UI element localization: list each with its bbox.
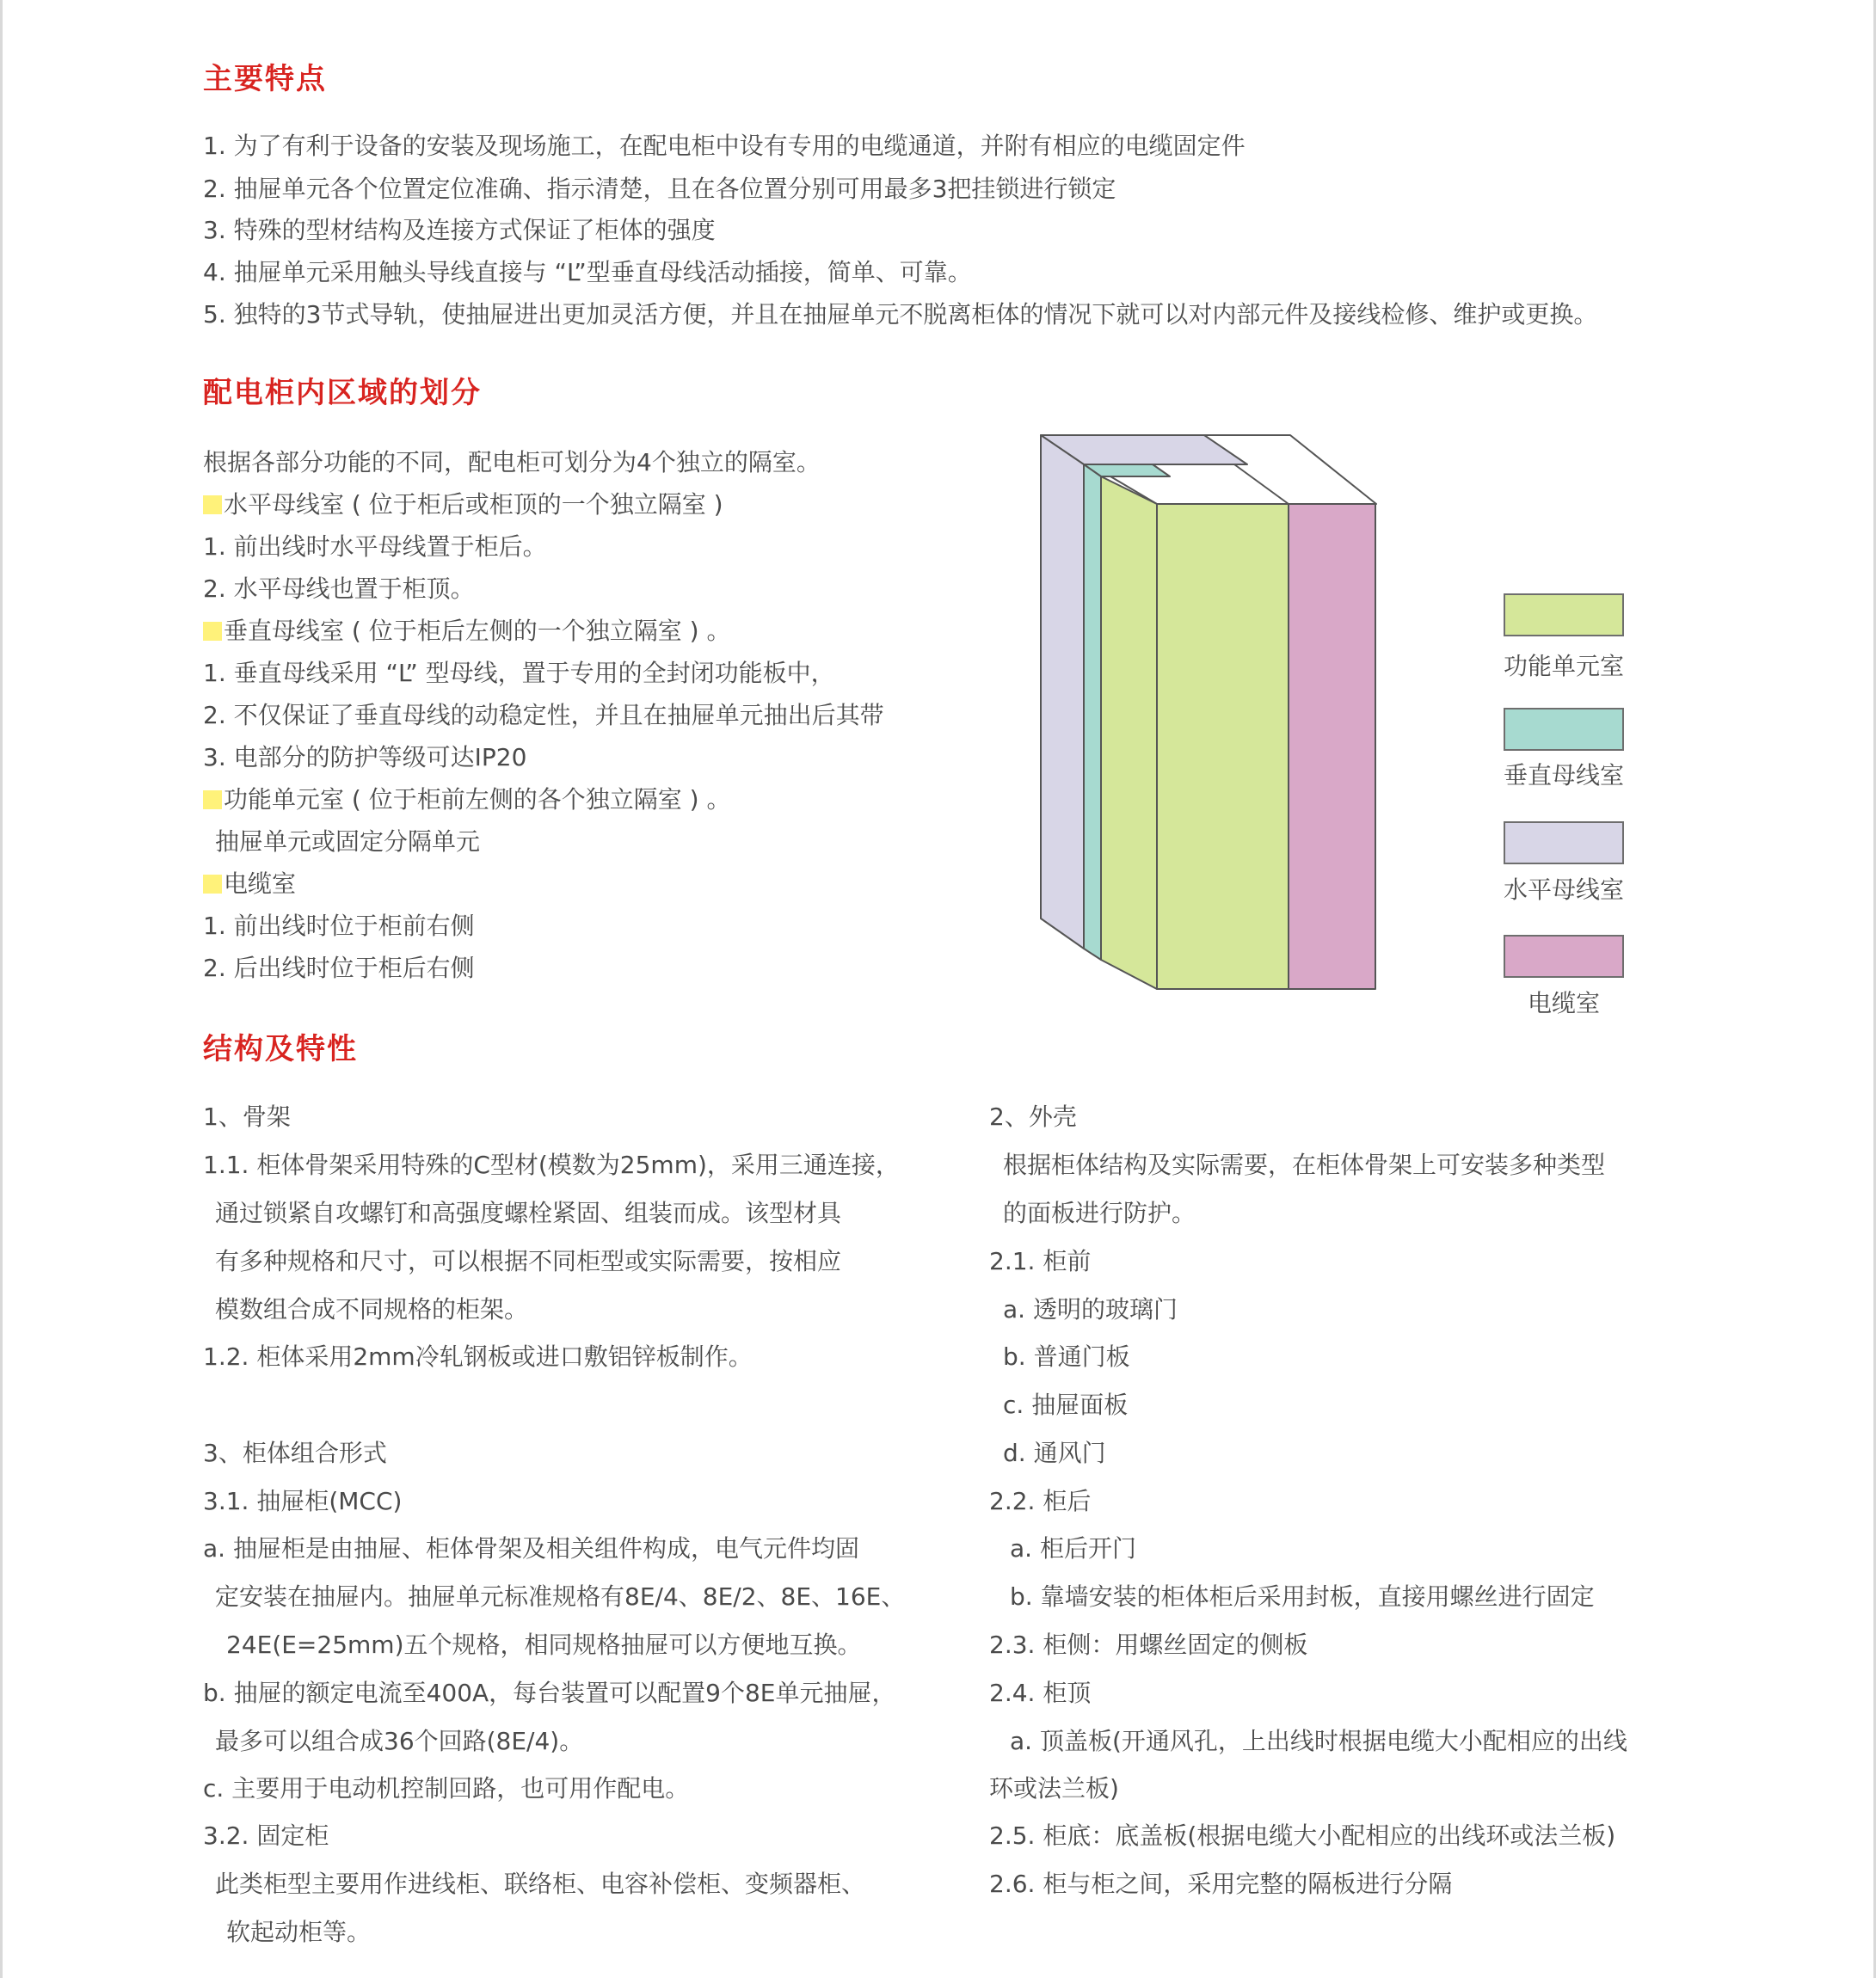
legend-label-vertical-busbar: 垂直母线室 — [1503, 761, 1624, 789]
structure-left-line: b. 抽屉的额定电流至400A，每台装置可以配置9个8E单元抽屉， — [203, 1679, 896, 1707]
structure-left-line: 定安装在抽屉内。抽屉单元标准规格有8E/4、8E/2、8E、16E、 — [215, 1582, 906, 1611]
structure-right-line: a. 透明的玻璃门 — [1003, 1295, 1178, 1324]
zones-heading-cable-room: 电缆室 — [203, 869, 296, 899]
structure-right-line: a. 柜后开门 — [1010, 1534, 1136, 1563]
zones-line: 1. 前出线时位于柜前右侧 — [203, 912, 475, 940]
page-border-left — [0, 0, 3, 1978]
structure-right-line: 2.3. 柜侧：用螺丝固定的侧板 — [989, 1631, 1308, 1659]
function-unit-room — [1157, 504, 1289, 989]
bullet-square-icon — [203, 495, 222, 514]
zones-line: 3. 电部分的防护等级可达IP20 — [203, 743, 527, 771]
legend-label-cable-room: 电缆室 — [1527, 989, 1600, 1017]
structure-left-line: 此类柜型主要用作进线柜、联络柜、电容补偿柜、变频器柜、 — [215, 1870, 866, 1898]
structure-right-line: c. 抽屉面板 — [1003, 1391, 1129, 1419]
legend-swatch-cable-room — [1504, 935, 1624, 978]
zones-line: 2. 不仅保证了垂直母线的动稳定性，并且在抽屉单元抽出后其带 — [203, 701, 884, 729]
section-title-features: 主要特点 — [203, 62, 327, 96]
feature-line-3: 3. 特殊的型材结构及连接方式保证了柜体的强度 — [203, 216, 716, 244]
function-unit-side — [1101, 476, 1157, 989]
structure-left-line: 1、骨架 — [203, 1103, 291, 1131]
feature-line-2: 2. 抽屉单元各个位置定位准确、指示清楚，且在各位置分别可用最多3把挂锁进行锁定 — [203, 175, 1116, 203]
structure-right-line: d. 通风门 — [1003, 1439, 1106, 1467]
zones-intro: 根据各部分功能的不同，配电柜可划分为4个独立的隔室。 — [203, 448, 821, 476]
zones-heading-function-unit: 功能单元室 ( 位于柜前左侧的各个独立隔室 ) 。 — [203, 785, 730, 814]
section-title-zones: 配电柜内区域的划分 — [203, 376, 482, 410]
cabinet-diagram — [1032, 428, 1385, 996]
structure-left-line: 3.2. 固定柜 — [203, 1821, 329, 1850]
structure-right-line: 2.4. 柜顶 — [989, 1679, 1092, 1707]
feature-line-1: 1. 为了有利于设备的安装及现场施工，在配电柜中设有专用的电缆通道，并附有相应的电缆固定件 — [203, 132, 1246, 160]
section-title-structure: 结构及特性 — [203, 1032, 358, 1066]
structure-right-line: 的面板进行防护。 — [1003, 1199, 1196, 1227]
legend-label-horizontal-busbar: 水平母线室 — [1503, 875, 1624, 904]
structure-left-line: 最多可以组合成36个回路(8E/4)。 — [215, 1727, 584, 1755]
zones-line: 1. 垂直母线采用 “L” 型母线，置于专用的全封闭功能板中， — [203, 659, 835, 687]
zones-line: 抽屉单元或固定分隔单元 — [215, 827, 481, 856]
legend-swatch-function-unit — [1504, 593, 1624, 636]
structure-right-line: 2.6. 柜与柜之间，采用完整的隔板进行分隔 — [989, 1870, 1453, 1898]
vertical-busbar-room — [1084, 464, 1101, 960]
structure-left-line: 3.1. 抽屉柜(MCC) — [203, 1487, 403, 1515]
structure-right-line: b. 靠墙安装的柜体柜后采用封板，直接用螺丝进行固定 — [1010, 1582, 1595, 1611]
zones-line: 2. 水平母线也置于柜顶。 — [203, 574, 475, 603]
zones-heading-vertical-busbar: 垂直母线室 ( 位于柜后左侧的一个独立隔室 ) 。 — [203, 617, 730, 646]
structure-left-line: 有多种规格和尺寸，可以根据不同柜型或实际需要，按相应 — [215, 1247, 842, 1275]
structure-right-line: b. 普通门板 — [1003, 1342, 1130, 1371]
structure-left-line: 模数组合成不同规格的柜架。 — [215, 1295, 529, 1324]
structure-right-line: 2、外壳 — [989, 1103, 1077, 1131]
legend-swatch-vertical-busbar — [1504, 708, 1624, 751]
structure-left-line: 通过锁紧自攻螺钉和高强度螺栓紧固、组装而成。该型材具 — [215, 1199, 842, 1227]
structure-right-line: 根据柜体结构及实际需要，在柜体骨架上可安装多种类型 — [1003, 1151, 1606, 1179]
structure-left-line: 3、柜体组合形式 — [203, 1439, 387, 1467]
structure-right-line: 2.2. 柜后 — [989, 1487, 1092, 1515]
feature-line-4: 4. 抽屉单元采用触头导线直接与 “L”型垂直母线活动插接，简单、可靠。 — [203, 258, 972, 286]
cable-room — [1289, 504, 1375, 989]
feature-line-5: 5. 独特的3节式导轨，使抽屉进出更加灵活方便，并且在抽屉单元不脱离柜体的情况下就可以对内部元件及接线检修、维护或更换。 — [203, 300, 1598, 329]
zones-line: 1. 前出线时水平母线置于柜后。 — [203, 532, 547, 561]
zones-heading-horizontal-busbar: 水平母线室 ( 位于柜后或柜顶的一个独立隔室 ) — [203, 490, 723, 519]
horizontal-busbar-room — [1041, 435, 1084, 949]
structure-left-line: 1.1. 柜体骨架采用特殊的C型材(模数为25mm)，采用三通连接， — [203, 1151, 900, 1179]
bullet-square-icon — [203, 790, 222, 809]
structure-left-line: c. 主要用于电动机控制回路，也可用作配电。 — [203, 1774, 690, 1803]
structure-left-line: a. 抽屉柜是由抽屉、柜体骨架及相关组件构成，电气元件均固 — [203, 1534, 859, 1563]
legend-swatch-horizontal-busbar — [1504, 821, 1624, 864]
structure-right-line: a. 顶盖板(开通风孔，上出线时根据电缆大小配相应的出线 — [1010, 1727, 1627, 1755]
structure-right-line: 2.5. 柜底：底盖板(根据电缆大小配相应的出线环或法兰板) — [989, 1821, 1616, 1850]
zones-line: 2. 后出线时位于柜后右侧 — [203, 954, 475, 982]
legend-label-function-unit: 功能单元室 — [1503, 652, 1624, 680]
structure-left-line: 1.2. 柜体采用2mm冷轧钢板或进口敷铝锌板制作。 — [203, 1342, 753, 1371]
structure-right-line: 环或法兰板) — [989, 1774, 1119, 1803]
structure-right-line: 2.1. 柜前 — [989, 1247, 1092, 1275]
bullet-square-icon — [203, 622, 222, 641]
structure-left-line: 软起动柜等。 — [226, 1918, 372, 1946]
bullet-square-icon — [203, 875, 222, 894]
structure-left-line: 24E(E=25mm)五个规格，相同规格抽屉可以方便地互换。 — [226, 1631, 862, 1659]
